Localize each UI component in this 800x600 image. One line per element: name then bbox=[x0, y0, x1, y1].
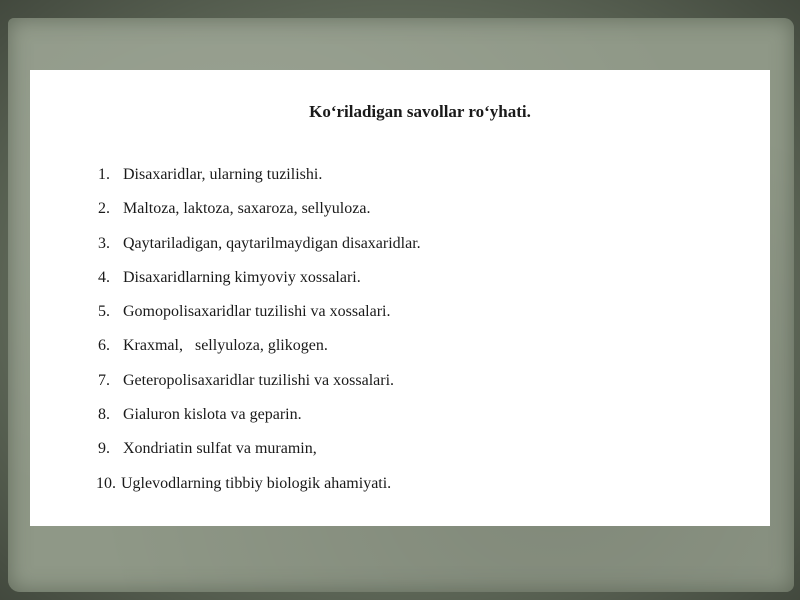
list-item-number: 1. bbox=[98, 166, 110, 183]
slide-title: Ko‘riladigan savollar ro‘yhati. bbox=[309, 102, 531, 121]
list-item-text: Kraxmal, sellyuloza, glikogen. bbox=[123, 337, 328, 355]
questions-list bbox=[98, 166, 421, 509]
list-item bbox=[98, 269, 421, 303]
list-item-number: 5. bbox=[98, 303, 110, 321]
list-item-number: 2. bbox=[98, 200, 110, 218]
list-item-number: 9. bbox=[98, 440, 110, 458]
list-item bbox=[98, 303, 421, 337]
list-item-number: 6. bbox=[98, 337, 110, 355]
list-item-text: Maltoza, laktoza, saxaroza, sellyuloza. bbox=[123, 200, 371, 218]
list-item-text: Disaxaridlarning kimyoviy xossalari. bbox=[123, 268, 361, 286]
list-item-number: 7. bbox=[98, 371, 110, 389]
list-item-text: Xondriatin sulfat va muramin, bbox=[123, 440, 317, 458]
list-item-number: 4. bbox=[98, 268, 110, 286]
list-item bbox=[98, 337, 421, 371]
list-item bbox=[98, 440, 421, 474]
list-item-text: Gialuron kislota va geparin. bbox=[123, 406, 302, 424]
list-item-text: Qaytariladigan, qaytarilmaydigan disaxaridlar. bbox=[123, 234, 421, 252]
list-item bbox=[98, 200, 421, 234]
list-item bbox=[98, 235, 421, 269]
list-item-text: Geteropolisaxaridlar tuzilishi va xossalari. bbox=[123, 371, 395, 389]
slide-content-area bbox=[30, 70, 770, 526]
list-item bbox=[98, 166, 421, 200]
list-item-number: 3. bbox=[98, 234, 110, 252]
list-item-number: 8. bbox=[98, 406, 110, 424]
list-item-text: Disaxaridlar, ularning tuzilishi. bbox=[123, 166, 323, 183]
list-item bbox=[98, 406, 421, 440]
list-item bbox=[98, 372, 421, 406]
list-item-text: Uglevodlarning tibbiy biologik ahamiyati. bbox=[121, 474, 392, 492]
list-item-number: 10. bbox=[96, 474, 116, 492]
list-item bbox=[98, 475, 421, 509]
list-item-text: Gomopolisaxaridlar tuzilishi va xossalari. bbox=[123, 303, 391, 321]
